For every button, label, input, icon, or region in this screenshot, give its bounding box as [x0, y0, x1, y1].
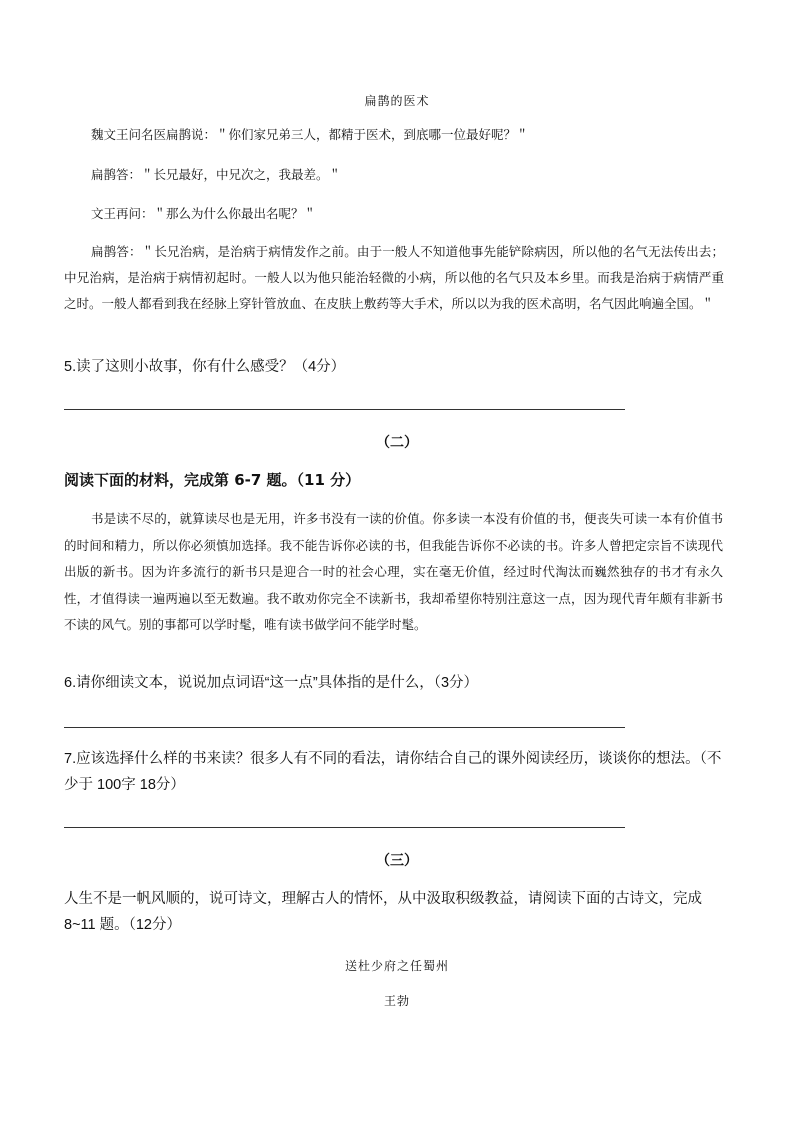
poem-author: 王勃: [383, 994, 410, 1008]
section-2-instruction: 阅读下面的材料，完成第 6-7 题。（11 分）: [64, 471, 361, 489]
poem-title: 送杜少府之任蜀州: [344, 959, 449, 973]
story-answer-paragraph: 扁鹊答：＂长兄治病，是治病于病情发作之前。由于一般人不知道他事先能铲除病因，所以他的名气无法传出去；中兄治病，是治病于病情初起时。一般人以为他只能治轻微的小病，所以他的名气只及本乡里。而我是治病于病情严重之时。一般人都看到我在经脉上穿针管放血、在皮肤上敷药等大手术，所以以为我的医术高明，名气因此响遍全国。＂: [64, 244, 724, 311]
story-line-3: 文王再问：＂那么为什么你最出名呢？＂: [91, 206, 317, 221]
story-title: 扁鹊的医术: [364, 94, 430, 108]
section-3-intro: 人生不是一帆风顺的，说可诗文，理解古人的情怀，从中汲取积级教益，请阅读下面的古诗文，完成 8~11 题。（12分）: [64, 891, 702, 933]
question-7: 7.应该选择什么样的书来读？很多人有不同的看法，请你结合自己的课外阅读经历，谈谈你的想法。（不少于 100字 18分）: [64, 751, 722, 793]
reading-passage: 书是读不尽的，就算读尽也是无用，许多书没有一读的价值。你多读一本没有价值的书，便丧失可读一本有价值书的时间和精力，所以你必须慎加选择。我不能告诉你必读的书，但我能告诉你不必读的书。许多人曾把定宗旨不读现代出版的新书。因为许多流行的新书只是迎合一时的社会心理，实在毫无价值，经过时代淘汰而巍然独存的书才有永久性，才值得读一遍两遍以至无数遍。我不敢劝你完全不读新书，我却希望你特别注意这一点，因为现代青年颇有非新书不读的风气。别的事都可以学时髦，唯有读书做学问不能学时髦。: [64, 511, 723, 632]
answer-line-q6[interactable]: [64, 727, 625, 728]
story-line-1: 魏文王问名医扁鹊说：＂你们家兄弟三人，都精于医术，到底哪一位最好呢？＂: [91, 127, 529, 142]
question-5: 5.读了这则小故事，你有什么感受？（4分）: [64, 359, 346, 375]
section-2-heading: （二）: [376, 435, 418, 451]
answer-line-q5[interactable]: [64, 409, 625, 410]
story-line-2: 扁鹊答：＂长兄最好，中兄次之，我最差。＂: [91, 167, 342, 182]
answer-line-q7[interactable]: [64, 827, 625, 828]
question-6: 6.请你细读文本，说说加点词语“这一点”具体指的是什么，（3分）: [64, 675, 479, 691]
section-3-heading: （三）: [376, 853, 418, 869]
